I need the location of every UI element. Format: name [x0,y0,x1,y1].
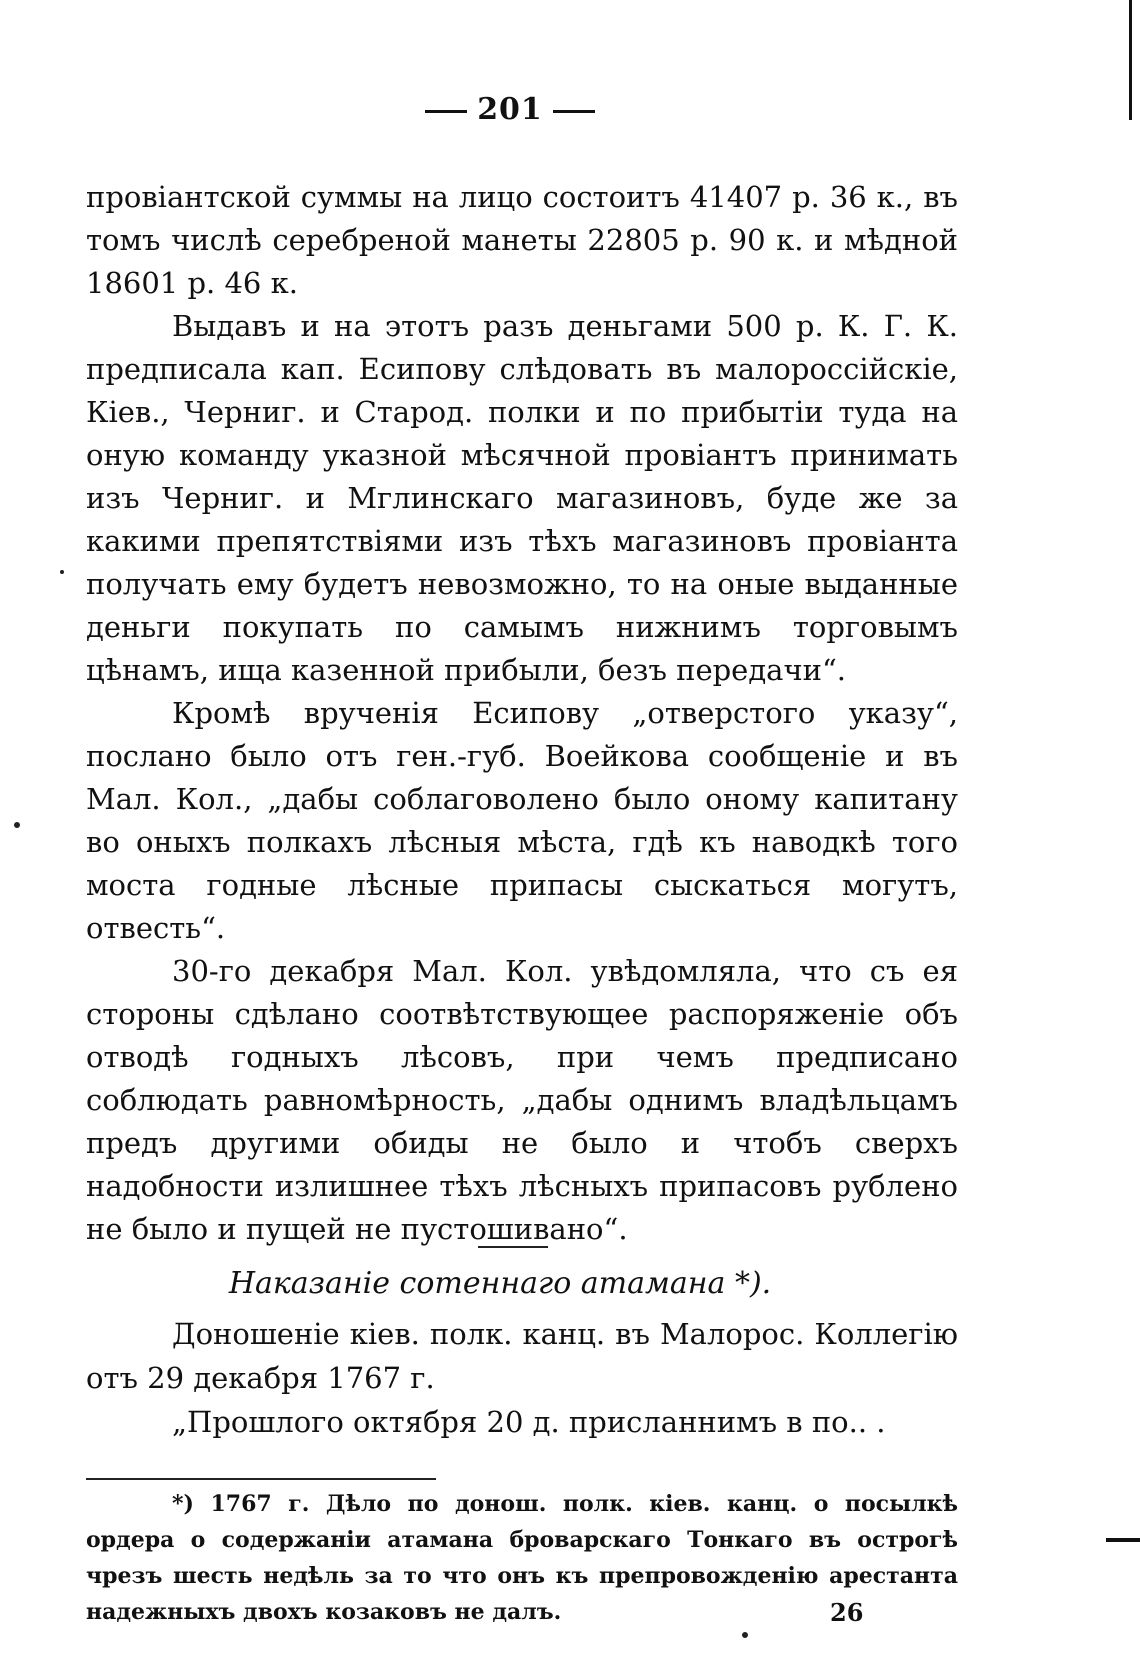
paragraph: Доношеніе кіев. полк. канц. въ Малорос. Коллегію отъ 29 декабря 1767 г. [86,1317,958,1395]
paragraph: Выдавъ и на этотъ разъ деньгами 500 р. К. Г. К. предписала кап. Есипову слѣдовать въ малороссійскіе, Кіев., Черниг. и Старод. полки и по прибытіи туда на оную команду указной мѣсячной провіантъ принимать изъ Черниг. и Мглинскаго магазиновъ, буде же за какими препятствіями изъ тѣхъ магазиновъ провіанта получать ему будетъ невозможно, то на оные выданные деньги покупать по самымъ нижнимъ торговымъ цѣнамъ, ища казенной прибыли, безъ передачи“. [86,309,958,687]
page-number-header [0,92,1020,127]
paragraph: 30-го декабря Мал. Кол. увѣдомляла, что съ ея стороны сдѣлано соотвѣтствующее распоряженіе объ отводѣ годныхъ лѣсовъ, при чемъ предписано соблюдать равномѣрность, „дабы однимъ владѣльцамъ предъ другими обиды не было и чтобъ сверхъ надобности излишнее тѣхъ лѣсныхъ припасовъ рублено не было и пущей не пустошивано“. [86,954,958,1246]
section-text [86,1312,958,1444]
ink-dot [14,822,20,828]
page-edge-line [1129,0,1132,120]
page-number: 201 [477,92,543,127]
section-title: Наказаніе сотеннаго атамана *). [228,1266,772,1301]
paragraph: Кромѣ врученія Есипову „отверстого указу“, послано было отъ ген.-губ. Воейкова сообщеніе и въ Мал. Кол., „дабы соблаговолено было оному капитану во оныхъ полкахъ лѣсныя мѣста, гдѣ къ наводкѣ того моста годные лѣсные припасы сыскаться могутъ, отвесть“. [86,696,958,945]
right-dash-ornament [553,110,595,113]
signature-mark: 26 [830,1598,864,1627]
paragraph: провіантской суммы на лицо состоитъ 41407 р. 36 к., въ томъ числѣ серебреной манеты 22805 р. 90 к. и мѣдной 18601 р. 46 к. [86,180,958,300]
section-divider [478,1246,548,1248]
ink-dot [742,1632,748,1638]
left-dash-ornament [425,110,467,113]
paragraph: „Прошлого октября 20 д. присланнимъ в по.. . [172,1405,886,1439]
margin-mark [1106,1538,1140,1542]
ink-dot [60,570,64,574]
footnote-rule [86,1478,436,1480]
footnote: *) 1767 г. Дѣло по донош. полк. кіев. канц. о посылкѣ ордера о содержаніи атамана броварскаго Тонкаго въ острогѣ чрезъ шесть недѣль за то что онъ къ препровожденію арестанта надежныхъ двохъ козаковъ не далъ. [86,1491,958,1625]
main-text [86,176,958,1251]
